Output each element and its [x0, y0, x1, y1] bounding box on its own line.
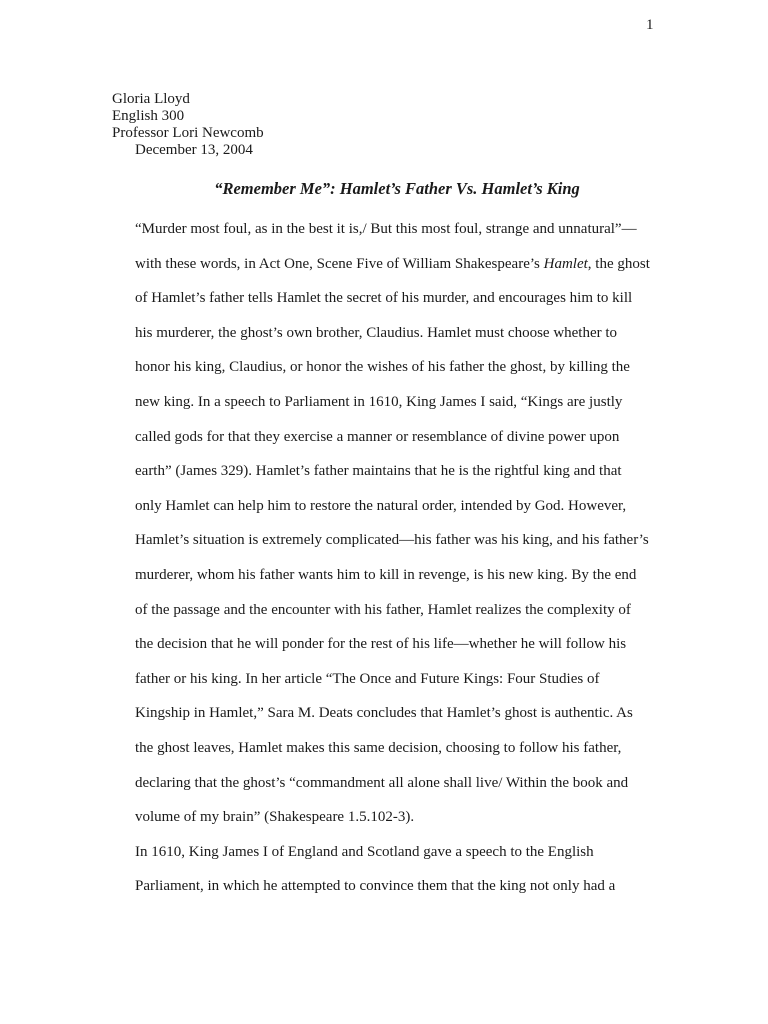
essay-title-text: “Remember Me”: Hamlet’s Father Vs. Hamlet’s King [214, 179, 580, 198]
body-line: called gods for that they exercise a manner or resemblance of divine power upon [135, 428, 620, 445]
body-line: Hamlet’s situation is extremely complicated—his father was his king, and his father’s [135, 532, 649, 549]
course-name: English 300 [112, 108, 185, 124]
body-line: the decision that he will ponder for the rest of his life—whether he will follow his [135, 636, 627, 653]
body-line: volume of my brain” (Shakespeare 1.5.102-3). [135, 809, 415, 826]
body-line: declaring that the ghost’s “commandment all alone shall live/ Within the book and [135, 774, 629, 791]
body-line: earth” (James 329). Hamlet’s father maintains that he is the rightful king and that [135, 463, 622, 480]
body-line: murderer, whom his father wants him to kill in revenge, is his new king. By the end [135, 566, 637, 583]
body-line: the ghost leaves, Hamlet makes this same decision, choosing to follow his father, [135, 739, 622, 756]
body-line: new king. In a speech to Parliament in 1610, King James I said, “Kings are justly [135, 393, 623, 410]
essay-body [135, 217, 655, 909]
body-line: honor his king, Claudius, or honor the wishes of his father the ghost, by killing the [135, 359, 630, 376]
body-line: Kingship in Hamlet,” Sara M. Deats concludes that Hamlet’s ghost is authentic. As [135, 705, 633, 722]
body-line [135, 252, 655, 287]
body-line: of the passage and the encounter with his father, Hamlet realizes the complexity of [135, 601, 631, 618]
professor-name: Professor Lori Newcomb [112, 125, 264, 141]
essay-title [0, 179, 768, 199]
play-title-italic: Hamlet [543, 255, 588, 272]
body-line: his murderer, the ghost’s own brother, Claudius. Hamlet must choose whether to [135, 324, 618, 341]
body-line: In 1610, King James I of England and Scotland gave a speech to the English [135, 843, 594, 860]
body-line: of Hamlet’s father tells Hamlet the secret of his murder, and encourages him to kill [135, 290, 633, 307]
body-line: father or his king. In her article “The Once and Future Kings: Four Studies of [135, 670, 600, 687]
body-text: with these words, in Act One, Scene Five of William Shakespeare’s [135, 255, 544, 272]
author-name: Gloria Lloyd [112, 91, 190, 107]
body-line: Parliament, in which he attempted to convince them that the king not only had a [135, 878, 616, 895]
essay-date: December 13, 2004 [135, 142, 253, 158]
page-number: 1 [646, 17, 654, 33]
body-text: , the ghost [587, 255, 650, 272]
body-line: only Hamlet can help him to restore the natural order, intended by God. However, [135, 497, 627, 514]
essay-header [112, 91, 264, 159]
body-line: “Murder most foul, as in the best it is,/ But this most foul, strange and unnatural”— [135, 221, 637, 237]
